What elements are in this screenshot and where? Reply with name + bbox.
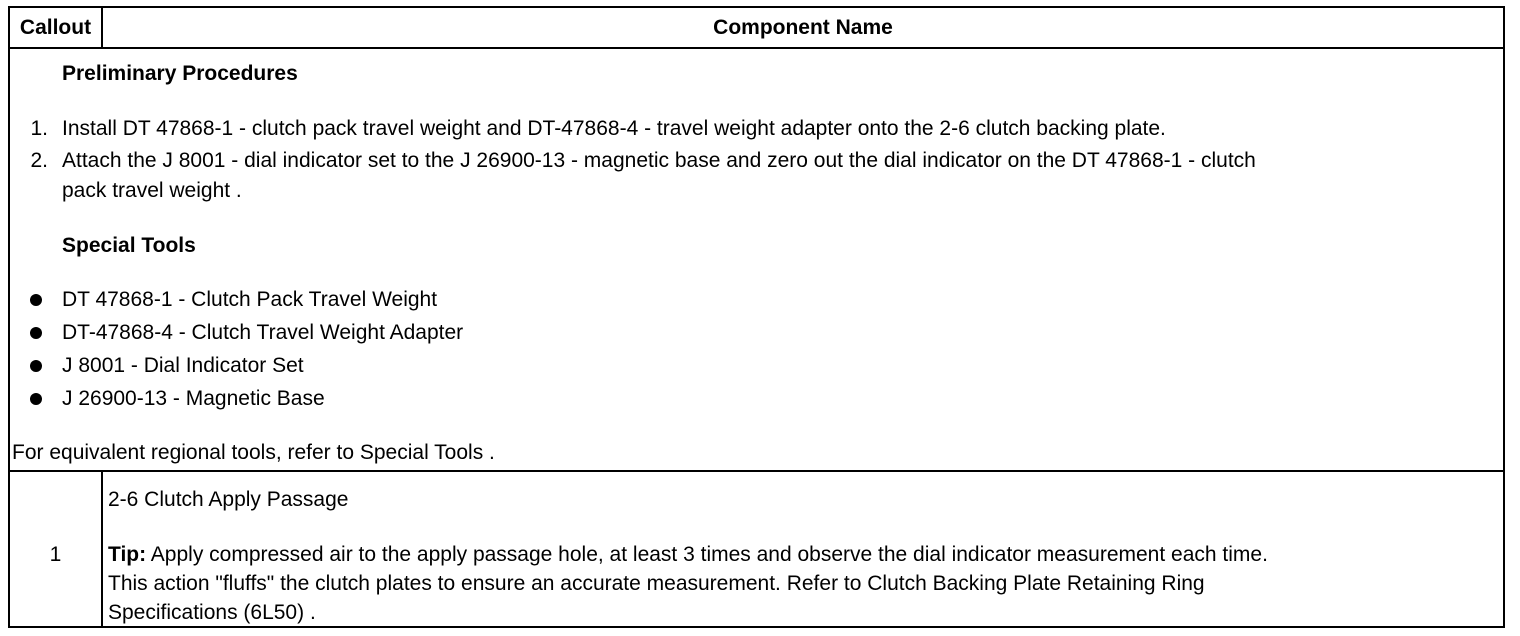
component-table: [8, 6, 1505, 628]
tip-text: This action "fluffs" the clutch plates to ensure an accurate measurement. Refer to Clutch Backing Plate Retaining Ring: [108, 572, 1205, 595]
tool-text: J 8001 - Dial Indicator Set: [62, 354, 304, 377]
callout-column-header: Callout: [10, 8, 103, 47]
callout-cell: [10, 472, 103, 626]
bullet-icon: [30, 360, 42, 372]
step-number: 2.: [30, 149, 48, 172]
regional-tools-note: For equivalent regional tools, refer to Special Tools .: [12, 441, 495, 464]
table-row: [10, 472, 1503, 626]
tip-line: [108, 542, 1268, 568]
tool-text: J 26900-13 - Magnetic Base: [62, 387, 325, 410]
callout-number: 1: [49, 543, 62, 566]
step-text: Install DT 47868-1 - clutch pack travel weight and DT-47868-4 - travel weight adapter onto the 2-6 clutch backing plate.: [62, 117, 1166, 140]
step-text: pack travel weight .: [62, 179, 242, 202]
step-number: 1.: [30, 117, 48, 140]
bullet-icon: [30, 327, 42, 339]
tool-text: DT-47868-4 - Clutch Travel Weight Adapter: [62, 321, 464, 344]
tip-label: Tip:: [108, 543, 147, 566]
bullet-icon: [30, 393, 42, 405]
preliminary-procedures-heading: Preliminary Procedures: [62, 62, 298, 85]
component-name-column-header: Component Name: [713, 16, 893, 39]
tip-text: Apply compressed air to the apply passage hole, at least 3 times and observe the dial indicator measurement each time.: [146, 543, 1268, 566]
bullet-icon: [30, 294, 42, 306]
preliminary-procedures-section: [10, 49, 1503, 472]
step-text: Attach the J 8001 - dial indicator set to the J 26900-13 - magnetic base and zero out the dial indicator on the DT 47868-1 - clutch: [62, 149, 1256, 172]
table-header-row: [10, 8, 1503, 49]
tip-text: Specifications (6L50) .: [108, 601, 316, 624]
component-name: 2-6 Clutch Apply Passage: [108, 488, 349, 511]
tool-text: DT 47868-1 - Clutch Pack Travel Weight: [62, 288, 438, 311]
special-tools-heading: Special Tools: [62, 234, 196, 257]
